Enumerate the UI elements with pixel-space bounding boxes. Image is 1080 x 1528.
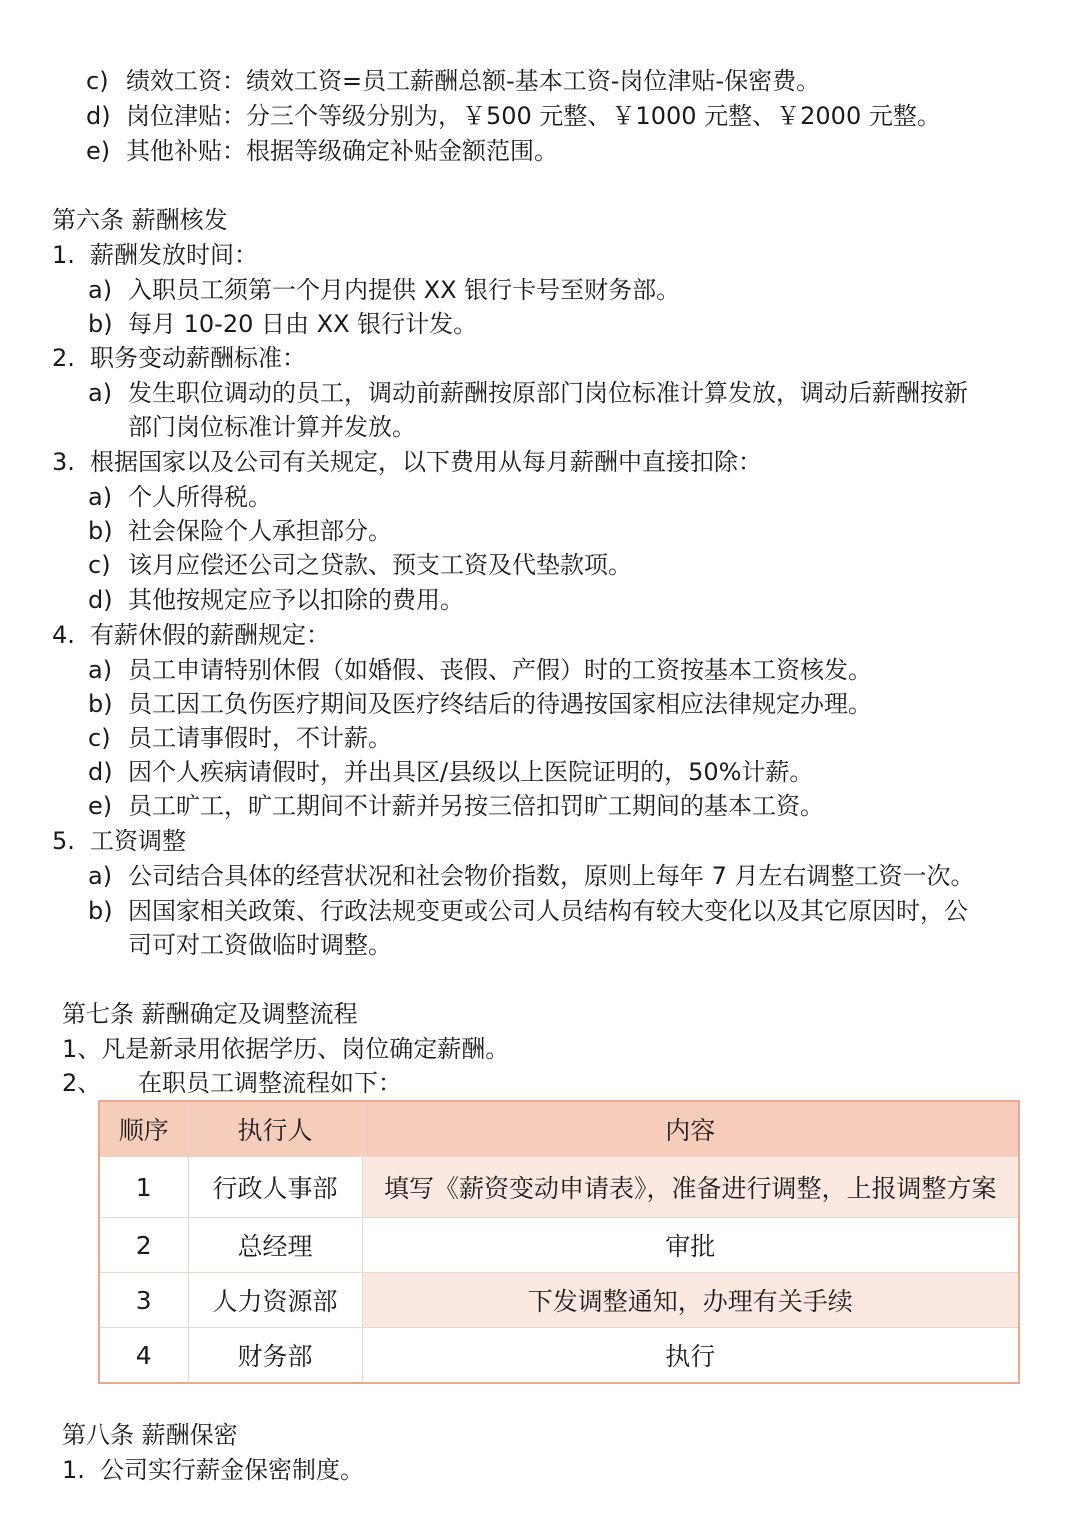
item-label: d) [88,758,113,786]
list-item [88,721,392,755]
table-header-row [99,1101,1019,1157]
list-item [88,307,477,341]
cell-order: 2 [99,1218,188,1273]
section-number: 3. [52,448,75,476]
item-text: 员工旷工，旷工期间不计薪并另按三倍扣罚旷工期间的基本工资。 [128,792,824,820]
article-8-title: 第八条 薪酬保密 [62,1421,238,1449]
list-item [88,273,680,307]
item-text: 其他按规定应予以扣除的费用。 [128,586,464,614]
cell-order: 1 [99,1157,188,1218]
list-item [86,64,820,98]
table-row [99,1218,1019,1273]
section-heading [52,341,306,375]
paragraph-number: 1. [62,1456,85,1484]
item-text: 每月 10-20 日由 XX 银行计发。 [128,310,478,338]
section-heading [52,618,330,652]
item-label: c) [88,724,111,752]
cell-content: 下发调整通知，办理有关手续 [362,1273,1019,1328]
cell-order: 4 [99,1328,188,1384]
section-title: 薪酬发放时间： [90,241,258,269]
table-row [99,1328,1019,1384]
section-number: 5. [52,827,75,855]
item-text: 员工因工负伤医疗期间及医疗终结后的待遇按国家相应法律规定办理。 [128,690,872,718]
item-label: e) [86,137,111,165]
item-label: a) [88,862,113,890]
item-label: b) [88,897,113,925]
section-title: 根据国家以及公司有关规定，以下费用从每月薪酬中直接扣除： [90,448,762,476]
item-label: c) [86,67,109,95]
section-number: 2. [52,344,75,372]
section-title: 工资调整 [90,827,186,855]
section-heading [52,445,762,479]
section-number: 1. [52,241,75,269]
cell-order: 3 [99,1273,188,1328]
item-text: 入职员工须第一个月内提供 XX 银行卡号至财务部。 [128,276,681,304]
section-heading [52,824,186,858]
item-text: 员工申请特别休假（如婚假、丧假、产假）时的工资按基本工资核发。 [128,656,872,684]
list-item [88,514,392,548]
section-title: 职务变动薪酬标准： [90,344,306,372]
list-item [88,755,813,789]
article-7-title: 第七条 薪酬确定及调整流程 [62,1000,358,1028]
list-item [88,583,464,617]
list-item [88,653,872,687]
item-text: 个人所得税。 [128,483,272,511]
section-heading [52,238,258,272]
item-label: b) [88,517,113,545]
list-item [86,134,558,168]
list-item [88,789,824,823]
paragraph-number: 2、 [62,1069,102,1097]
item-text: 岗位津贴：分三个等级分别为，￥500 元整、￥1000 元整、￥2000 元整。 [126,102,941,130]
item-text: 因个人疾病请假时，并出具区/县级以上医院证明的，50%计薪。 [128,758,814,786]
paragraph: 1、凡是新录用依据学历、岗位确定薪酬。 [62,1035,510,1063]
list-item [88,687,872,721]
list-item [88,376,968,410]
list-item [88,548,632,582]
item-label: a) [88,656,113,684]
item-label: d) [86,102,111,130]
item-text: 该月应偿还公司之贷款、预支工资及代垫款项。 [128,551,632,579]
item-label: b) [88,690,113,718]
item-label: a) [88,483,113,511]
item-label: a) [88,379,113,407]
list-item-continuation: 部门岗位标准计算并发放。 [128,413,416,441]
table-row [99,1273,1019,1328]
cell-executor: 总经理 [188,1218,362,1273]
list-item [88,859,975,893]
item-text: 其他补贴：根据等级确定补贴金额范围。 [126,137,558,165]
paragraph [62,1066,402,1100]
cell-content: 审批 [362,1218,1019,1273]
header-executor: 执行人 [188,1101,362,1157]
paragraph [62,1453,364,1487]
paragraph-text: 公司实行薪金保密制度。 [100,1456,364,1484]
item-text: 员工请事假时，不计薪。 [128,724,392,752]
item-text: 因国家相关政策、行政法规变更或公司人员结构有较大变化以及其它原因时，公 [128,897,968,925]
section-number: 4. [52,621,75,649]
paragraph-text: 在职员工调整流程如下： [138,1069,402,1097]
salary-adjustment-flow-table [98,1100,1020,1384]
cell-content: 执行 [362,1328,1019,1384]
item-label: d) [88,586,113,614]
item-text: 发生职位调动的员工，调动前薪酬按原部门岗位标准计算发放，调动后薪酬按新 [128,379,968,407]
cell-content: 填写《薪资变动申请表》，准备进行调整，上报调整方案 [362,1157,1019,1218]
cell-executor: 财务部 [188,1328,362,1384]
list-item [88,480,272,514]
article-6-title: 第六条 薪酬核发 [52,206,228,234]
item-label: c) [88,551,111,579]
item-text: 公司结合具体的经营状况和社会物价指数，原则上每年 7 月左右调整工资一次。 [128,862,975,890]
item-label: b) [88,310,113,338]
list-item-continuation: 司可对工资做临时调整。 [128,931,392,959]
header-content: 内容 [362,1101,1019,1157]
cell-executor: 人力资源部 [188,1273,362,1328]
list-item [88,894,968,928]
item-label: a) [88,276,113,304]
item-text: 社会保险个人承担部分。 [128,517,392,545]
section-title: 有薪休假的薪酬规定： [90,621,330,649]
table-row [99,1157,1019,1218]
cell-executor: 行政人事部 [188,1157,362,1218]
list-item [86,99,941,133]
header-order: 顺序 [99,1101,188,1157]
item-text: 绩效工资：绩效工资=员工薪酬总额-基本工资-岗位津贴-保密费。 [126,67,821,95]
item-label: e) [88,792,113,820]
